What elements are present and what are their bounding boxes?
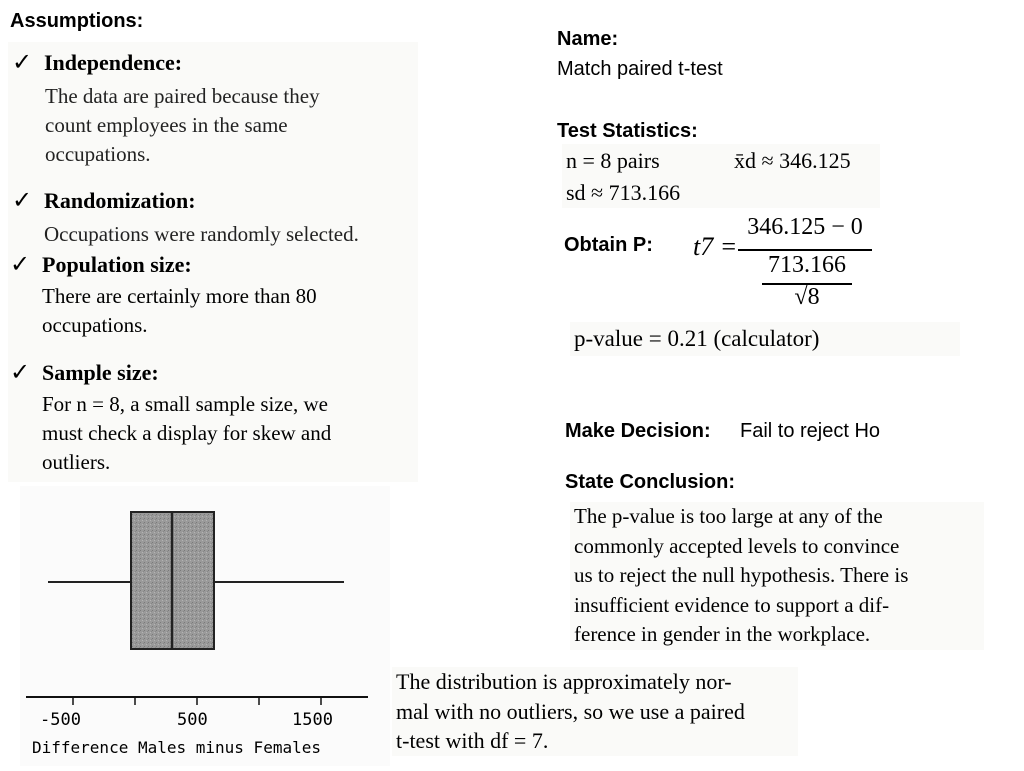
tick-label-500: 500 [177, 710, 208, 730]
text-line: occupations. [45, 142, 151, 166]
pvalue-text: p-value = 0.21 (calculator) [574, 326, 820, 351]
fraction-bar [738, 249, 872, 251]
name-value: Match paired t-test [557, 58, 723, 80]
independence-text [45, 82, 320, 169]
check-icon: ✓ [12, 48, 33, 76]
population-size-text [42, 282, 317, 340]
fraction-numerator: 346.125 − 0 [747, 214, 863, 240]
text-line: The data are paired because they [45, 84, 320, 108]
text-line: count employees in the same [45, 113, 288, 137]
tick-label-1500: 1500 [292, 710, 333, 730]
distribution-note [392, 667, 798, 756]
t-symbol: t7 = [693, 232, 738, 261]
randomization-heading: Randomization: [44, 188, 196, 213]
s-d: sd ≈ 713.166 [566, 180, 681, 205]
conclusion-text [570, 502, 984, 650]
state-conclusion-label: State Conclusion: [565, 471, 736, 493]
text-line: There are certainly more than 80 [42, 284, 317, 308]
assumptions-panel [8, 42, 418, 482]
text-line: t-test with df = 7. [396, 728, 549, 753]
assumptions-title: Assumptions: [10, 10, 144, 32]
text-line: occupations. [42, 313, 148, 337]
check-icon: ✓ [10, 358, 31, 386]
randomization-text: Occupations were randomly selected. [44, 222, 359, 246]
text-line: insufficient evidence to support a dif- [574, 592, 890, 617]
obtain-p-label: Obtain P: [564, 234, 653, 256]
text-line: commonly accepted levels to convince [574, 533, 900, 558]
check-icon: ✓ [12, 186, 33, 214]
fraction-denominator: 713.166 [768, 252, 846, 278]
axis-label: Difference Males minus Females [32, 738, 321, 757]
text-line: mal with no outliers, so we use a paired [396, 698, 745, 724]
text-line: outliers. [42, 450, 111, 474]
check-icon: ✓ [10, 250, 31, 278]
n-pairs: n = 8 pairs [566, 148, 660, 173]
make-decision-label: Make Decision: [565, 420, 711, 442]
name-label: Name: [557, 28, 619, 50]
decision-value: Fail to reject Ho [740, 420, 881, 442]
pvalue-panel [570, 322, 960, 356]
population-size-heading: Population size: [42, 252, 192, 277]
xbar-d: x̄d ≈ 346.125 [734, 148, 851, 173]
boxplot-figure [20, 486, 390, 766]
sample-size-heading: Sample size: [42, 360, 159, 385]
text-line: The distribution is approximately nor- [396, 669, 732, 694]
text-line: ference in gender in the workplace. [574, 622, 871, 646]
text-line: must check a display for skew and [42, 421, 332, 445]
test-statistics-label: Test Statistics: [557, 120, 698, 142]
sqrt-eight: √8 [794, 284, 820, 310]
tick-label-minus500: -500 [40, 710, 81, 730]
sample-size-text [42, 390, 331, 477]
independence-heading: Independence: [44, 50, 183, 75]
text-line: us to reject the null hypothesis. There is [574, 563, 909, 587]
text-line: For n = 8, a small sample size, we [42, 392, 328, 416]
test-statistics-panel [562, 144, 880, 208]
text-line: The p-value is too large at any of the [574, 504, 883, 528]
